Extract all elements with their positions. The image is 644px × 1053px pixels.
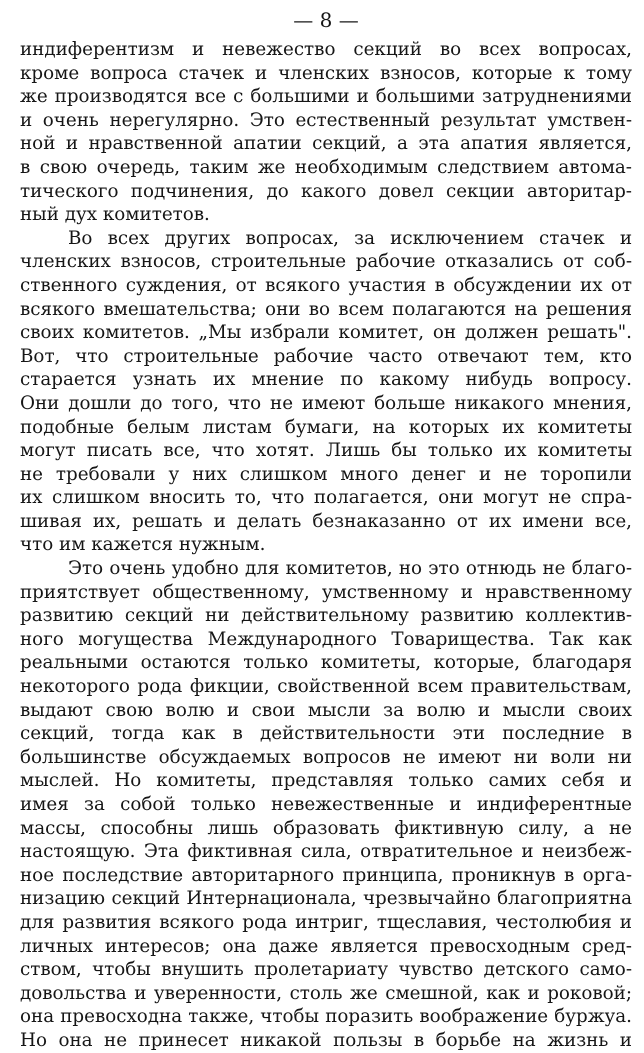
paragraph-1 bbox=[20, 38, 632, 227]
text-line: старается узнать их мнение по какому нибудь вопросу. bbox=[20, 369, 632, 391]
text-line: Вот, что строительные рабочие часто отвечают тем, кто bbox=[20, 345, 632, 367]
text-line: и очень нерегулярно. Это естественный результат умствен- bbox=[20, 109, 632, 131]
text-line: Во всех других вопросах, за исключением стачек и bbox=[68, 227, 632, 249]
text-line: приятствует общественному, умственному и нравственному bbox=[20, 581, 632, 603]
text-line: ное последствие авторитарного принципа, проникнув в орга- bbox=[20, 864, 632, 886]
text-line: Но она не принесет никакой пользы в борьбе на жизнь и bbox=[20, 1029, 632, 1051]
text-line: развитию секций ни действительному развитию коллектив- bbox=[20, 605, 632, 627]
text-line: ственного суждения, от всякого участия в обсуждении их от bbox=[20, 274, 632, 296]
text-line: ного могущества Международного Товарищества. Так как bbox=[20, 628, 632, 650]
text-line: выдают свою волю и свои мысли за волю и мысли своих bbox=[20, 699, 632, 721]
text-line: могут писать все, что хотят. Лишь бы только их комитеты bbox=[20, 440, 632, 462]
text-line: настоящую. Эта фиктивная сила, отвратительное и неизбеж- bbox=[20, 841, 632, 863]
text-line: некоторого рода фикции, свойственной всем правительствам, bbox=[20, 676, 632, 698]
text-line: кроме вопроса стачек и членских взносов, которые к тому bbox=[20, 62, 632, 84]
text-line: она превосходна также, чтобы поразить воображение буржуа. bbox=[20, 1006, 632, 1028]
text-line: членских взносов, строительные рабочие отказались от соб- bbox=[20, 251, 632, 273]
text-line: личных интересов; она даже является превосходным сред- bbox=[20, 935, 632, 957]
text-line: Они дошли до того, что не имеют больше никакого мнения, bbox=[20, 392, 632, 414]
text-body bbox=[20, 38, 632, 1053]
text-line: ный дух комитетов. bbox=[20, 204, 210, 226]
text-line: секций, тогда как в действительности эти последние в bbox=[20, 723, 632, 745]
text-line: для развития всякого рода интриг, тщеславия, честолюбия и bbox=[20, 911, 632, 933]
text-line: шивая их, решать и делать безнаказанно от их имени все, bbox=[20, 510, 632, 532]
text-line: реальными остаются только комитеты, которые, благодаря bbox=[20, 652, 632, 674]
text-line: не требовали у них слишком много денег и не торопили bbox=[20, 463, 632, 485]
page-number: — 8 — bbox=[293, 8, 359, 32]
text-line: в свою очередь, таким же необходимым следствием автома- bbox=[20, 156, 632, 178]
text-line: индиферентизм и невежество секций во всех вопросах, bbox=[20, 39, 632, 60]
text-line: всякого вмешательства; они во всем полагаются на решения bbox=[20, 298, 632, 320]
text-line: же производятся все с большими и большими затруднениями bbox=[20, 86, 632, 108]
text-line: ной и нравственной апатии секций, а эта апатия является, bbox=[20, 133, 632, 155]
text-line: низацию секций Интернационала, чрезвычайно благоприятна bbox=[20, 888, 632, 910]
text-line: имея за собой только невежественные и индиферентные bbox=[20, 794, 632, 815]
text-line: ством, чтобы внушить пролетариату чувство детского само- bbox=[20, 959, 632, 981]
text-line: массы, способны лишь образовать фиктивную силу, а не bbox=[20, 817, 632, 839]
text-line: что им кажется нужным. bbox=[20, 534, 266, 556]
text-line: мыслей. Но комитеты, представляя только самих себя и bbox=[20, 770, 632, 792]
text-line: тического подчинения, до какого довел секции авторитар- bbox=[20, 180, 632, 202]
paragraph-3 bbox=[20, 557, 632, 1052]
text-line: большинстве обсуждаемых вопросов не имеют ни воли ни bbox=[20, 746, 632, 768]
text-line: довольства и уверенности, столь же смешной, как и роковой; bbox=[20, 982, 632, 1004]
text-line: подобные белым листам бумаги, на которых их комитеты bbox=[20, 416, 632, 438]
text-line: своих комитетов. „Мы избрали комитет, он должен решать". bbox=[20, 322, 632, 344]
paragraph-2 bbox=[20, 227, 632, 557]
text-line: Это очень удобно для комитетов, но это отнюдь не благо- bbox=[68, 558, 632, 580]
text-line: их слишком вносить то, что полагается, они могут не спра- bbox=[20, 487, 632, 509]
